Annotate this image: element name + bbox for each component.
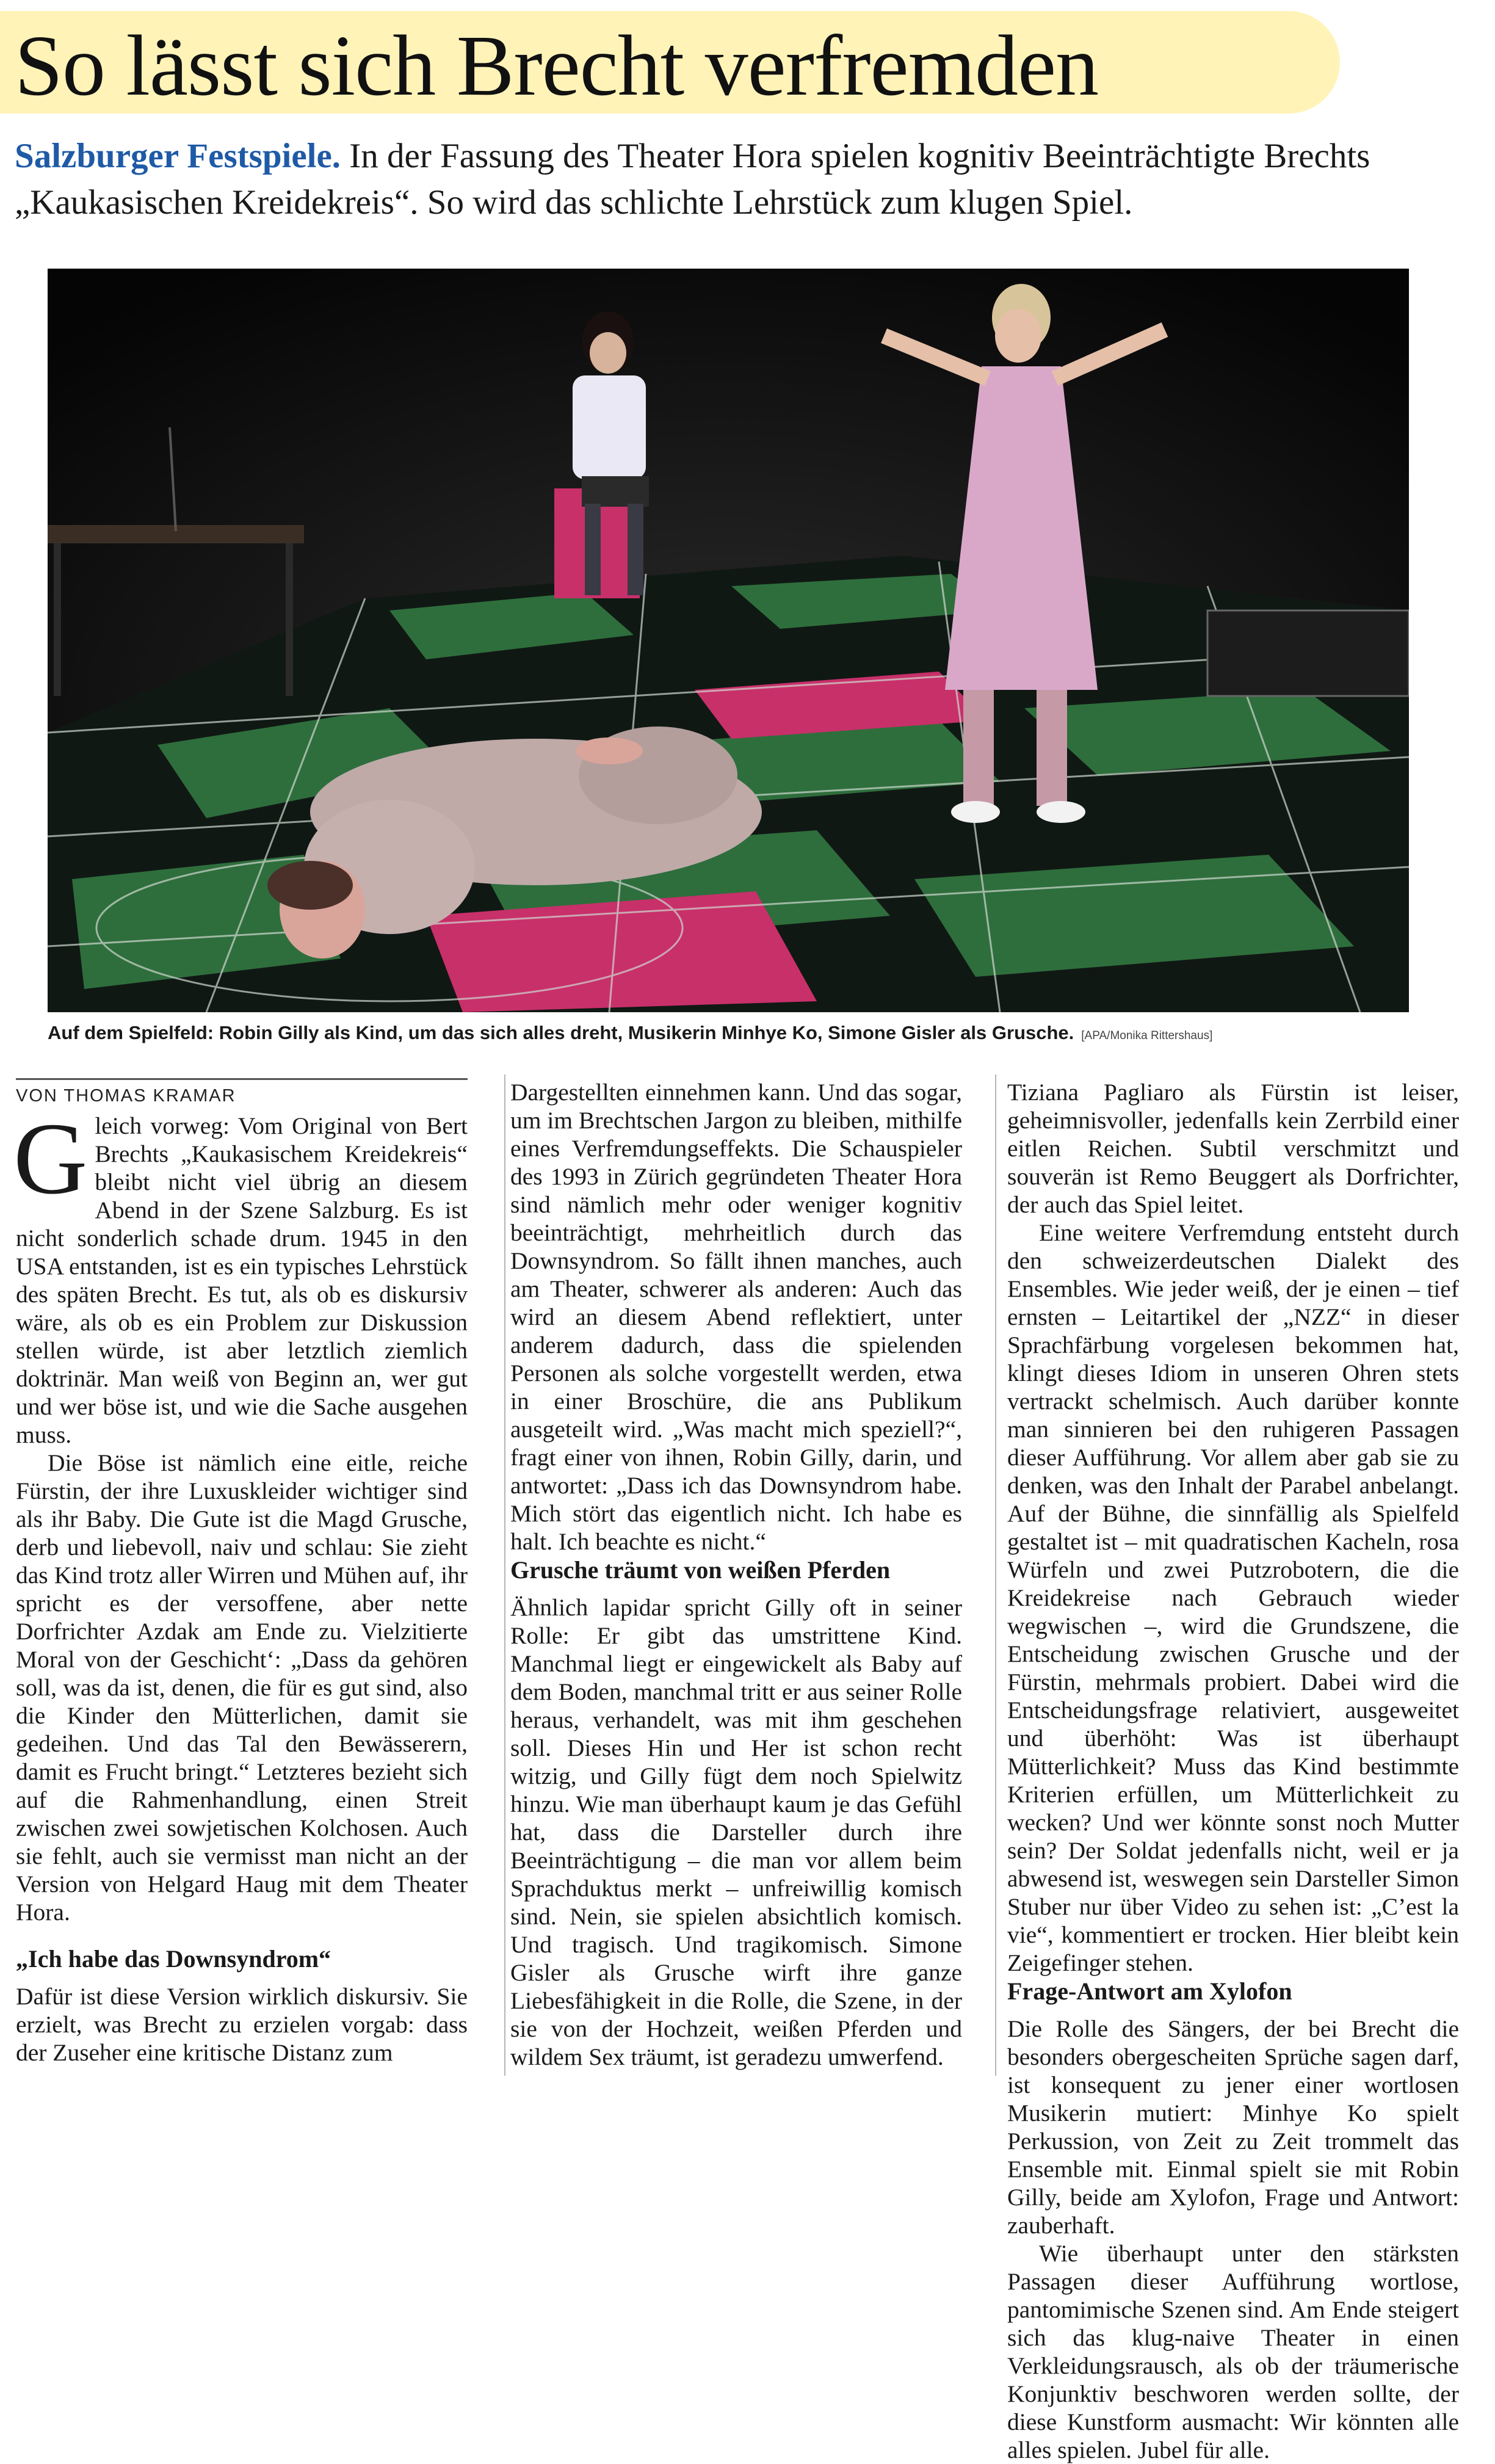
dropcap: G	[13, 1102, 88, 1216]
article-paragraph: Die Böse ist nämlich eine eitle, reiche Fürstin, der ihre Luxuskleider wichtiger sind als ihr Baby. Die Gute ist die Magd Grusche, derb und liebevoll, naiv und schlau: Sie zieht das Kind trotz aller Wirren und Mühen auf, ihr spricht es der versoffene, aber nette Dorfrichter Azdak am Ende zu. Vielzitierte Moral von der Geschicht‘: „Dass da gehören soll, was da ist, denen, die für es gut sind, also die Kinder den Mütterlichen, damit sie gedeihen. Und das Tal den Bewässerern, damit es Frucht bringt.“ Letzteres bezieht sich auf die Rahmenhandlung, einen Streit zwischen zwei sowjetischen Kolchosen. Auch sie fehlt, auch sie vermisst man nicht an der Version von Helgard Haug mit dem Theater Hora.	[16, 1449, 468, 1926]
article-paragraph: Die Rolle des Sängers, der bei Brecht die besonders obergescheiten Sprüche sagen darf, ist konsequent zu jener einer wortlosen Musikerin mutiert: Minhye Ko spielt Perkussion, von Zeit zu Zeit trommelt das Ensemble mit. Einmal spielt sie mit Robin Gilly, beide am Xylofon, Frage und Antwort: zauberhaft.	[1007, 2015, 1459, 2239]
article-paragraph: Wie überhaupt unter den stärksten Passagen dieser Aufführung wortlose, pantomimische Szenen sind. Am Ende steigert sich das klug-naive Theater in einen Verkleidungsrausch, als ob der träumerische Konjunktiv beschworen werden sollte, der diese Kunstform ausmacht: Wir könnten alle alles spielen. Jubel für alle.	[1007, 2240, 1459, 2463]
stage-photo	[48, 269, 1409, 1012]
column-divider	[995, 1074, 996, 2076]
article-column-1	[13, 1078, 468, 2067]
paragraph-text: leich vorweg: Vom Original von Bert Brechts „Kaukasischem Kreidekreis“ bleibt nicht viel übrig an diesem Abend in der Szene Salzburg. Es ist nicht sonderlich schade drum. 1945 in den USA entstanden, ist es ein typisches Lehrstück des späten Brecht. Es tut, als ob es diskursiv wäre, als ob es ein Problem zur Diskussion stellen würde, ist aber letztlich ziemlich doktrinär. Man weiß von Beginn an, wer gut und wer böse ist, und wie die Sache ausgehen muss.	[16, 1112, 468, 1448]
article-column-3	[1007, 1078, 1459, 2464]
photo-caption	[48, 1021, 1470, 1048]
lead-paragraph	[15, 133, 1480, 226]
caption-text: Auf dem Spielfeld: Robin Gilly als Kind, um das sich alles dreht, Musikerin Minhye Ko, Simone Gisler als Grusche.	[48, 1022, 1074, 1043]
byline: VON THOMAS KRAMAR	[16, 1078, 468, 1108]
article-paragraph: Ähnlich lapidar spricht Gilly oft in seiner Rolle: Er gibt das umstrittene Kind. Manchmal liegt er eingewickelt als Baby auf dem Boden, manchmal tritt er aus seiner Rolle heraus, verhandelt, was mit ihm geschehen soll. Dieses Hin und Her ist schon recht witzig, und Gilly fügt dem noch Spielwitz hinzu. Wie man überhaupt kaum je das Gefühl hat, dass die Darsteller durch ihre Beeinträchtigung – die man vor allem beim Sprachduktus merkt – unfreiwillig komisch sind. Nein, sie spielen absichtlich komisch. Und tragisch. Und tragikomisch. Simone Gisler als Grusche wirft ihre ganze Liebesfähigkeit in die Rolle, die Szene, in der sie von der Hochzeit, weißen Pferden und wildem Sex träumt, ist geradezu umwerfend.	[510, 1594, 962, 2070]
lead-text: In der Fassung des Theater Hora spielen kognitiv Beeinträchtigte Brechts „Kaukasischen Kreidekreis“. So wird das schlichte Lehrstück zum klugen Spiel.	[15, 137, 1370, 222]
article-paragraph: Eine weitere Verfremdung entsteht durch den schweizerdeutschen Dialekt des Ensembles. Wie jeder weiß, der je einen – tief ernsten – Leitartikel der „NZZ“ in dieser Sprachfärbung vorgelesen bekommen hat, klingt dieses Idiom in unseren Ohren stets vertrackt schelmisch. Auch darüber konnte man sinnieren bei den ruhigeren Passagen dieser Aufführung. Vor allem aber gab sie zu denken, was den Inhalt der Parabel anbelangt. Auf der Bühne, die sinnfällig als Spielfeld gestaltet ist – mit quadratischen Kacheln, rosa Würfeln und zwei Putzrobotern, die die Kreidekreise nach Gebrauch wieder wegwischen –, wird die Grundszene, die Entscheidung zwischen Grusche und der Fürstin, mehrmals probiert. Dabei wird die Entscheidungsfrage relativiert, ausgeweitet und überhöht: Was ist überhaupt Mütterlichkeit? Muss das Kind bestimmte Kriterien erfüllen, um Mütterlichkeit zu wecken? Und wer könnte sonst noch Mutter sein? Der Soldat jedenfalls nicht, weil er ja abwesend ist, weswegen sein Darsteller Simon Stuber nur über Video zu sehen ist: „C’est la vie“, kommentiert er trocken. Hier bleibt kein Zeigefinger stehen.	[1007, 1219, 1459, 1976]
stage-illustration	[48, 269, 1409, 1012]
subheading: Frage-Antwort am Xylofon	[1007, 1977, 1292, 2005]
article-paragraph	[13, 1102, 468, 1449]
subheading: „Ich habe das Downsyndrom“	[16, 1945, 331, 1973]
headline-highlight	[0, 11, 1340, 114]
stage-platform	[1207, 611, 1409, 696]
photo-credit: [APA/Monika Rittershaus]	[1081, 1029, 1213, 1042]
column-divider	[504, 1074, 505, 2076]
article-paragraph: Dargestellten einnehmen kann. Und das sogar, um im Brechtschen Jargon zu bleiben, mithilfe eines Verfremdungseffekts. Die Schauspieler des 1993 in Zürich gegründeten Theater Hora sind nämlich mehr oder weniger kognitiv beeinträchtigt, mehrheitlich durch das Downsyndrom. So fällt ihnen manches, auch am Theater, schwerer als anderen: Auch das wird an diesem Abend reflektiert, unter anderem dadurch, dass die spielenden Personen als solche vorgestellt werden, etwa in einer Broschüre, die ans Publikum ausgeteilt wird. „Was macht mich speziell?“, fragt einer von ihnen, Robin Gilly, darin, und antwortet: „Dass ich das Downsyndrom habe. Mich stört das eigentlich nicht. Ich habe es halt. Ich beachte es nicht.“	[510, 1079, 962, 1555]
headline: So lässt sich Brecht verfremden	[15, 17, 1099, 114]
subheading: Grusche träumt von weißen Pferden	[510, 1556, 891, 1584]
article-paragraph: Dafür ist diese Version wirklich diskursiv. Sie erzielt, was Brecht zu erzielen vorgab: dass der Zuseher eine kritische Distanz zum	[16, 1983, 468, 2066]
lead-kicker: Salzburger Festspiele.	[15, 137, 341, 175]
article-column-2	[510, 1078, 962, 2071]
article-paragraph: Tiziana Pagliaro als Fürstin ist leiser, geheimnisvoller, jedenfalls kein Zerrbild einer eitlen Reichen. Subtil verschmitzt und souverän ist Remo Beuggert als Dorfrichter, der auch das Spiel leitet.	[1007, 1079, 1459, 1218]
